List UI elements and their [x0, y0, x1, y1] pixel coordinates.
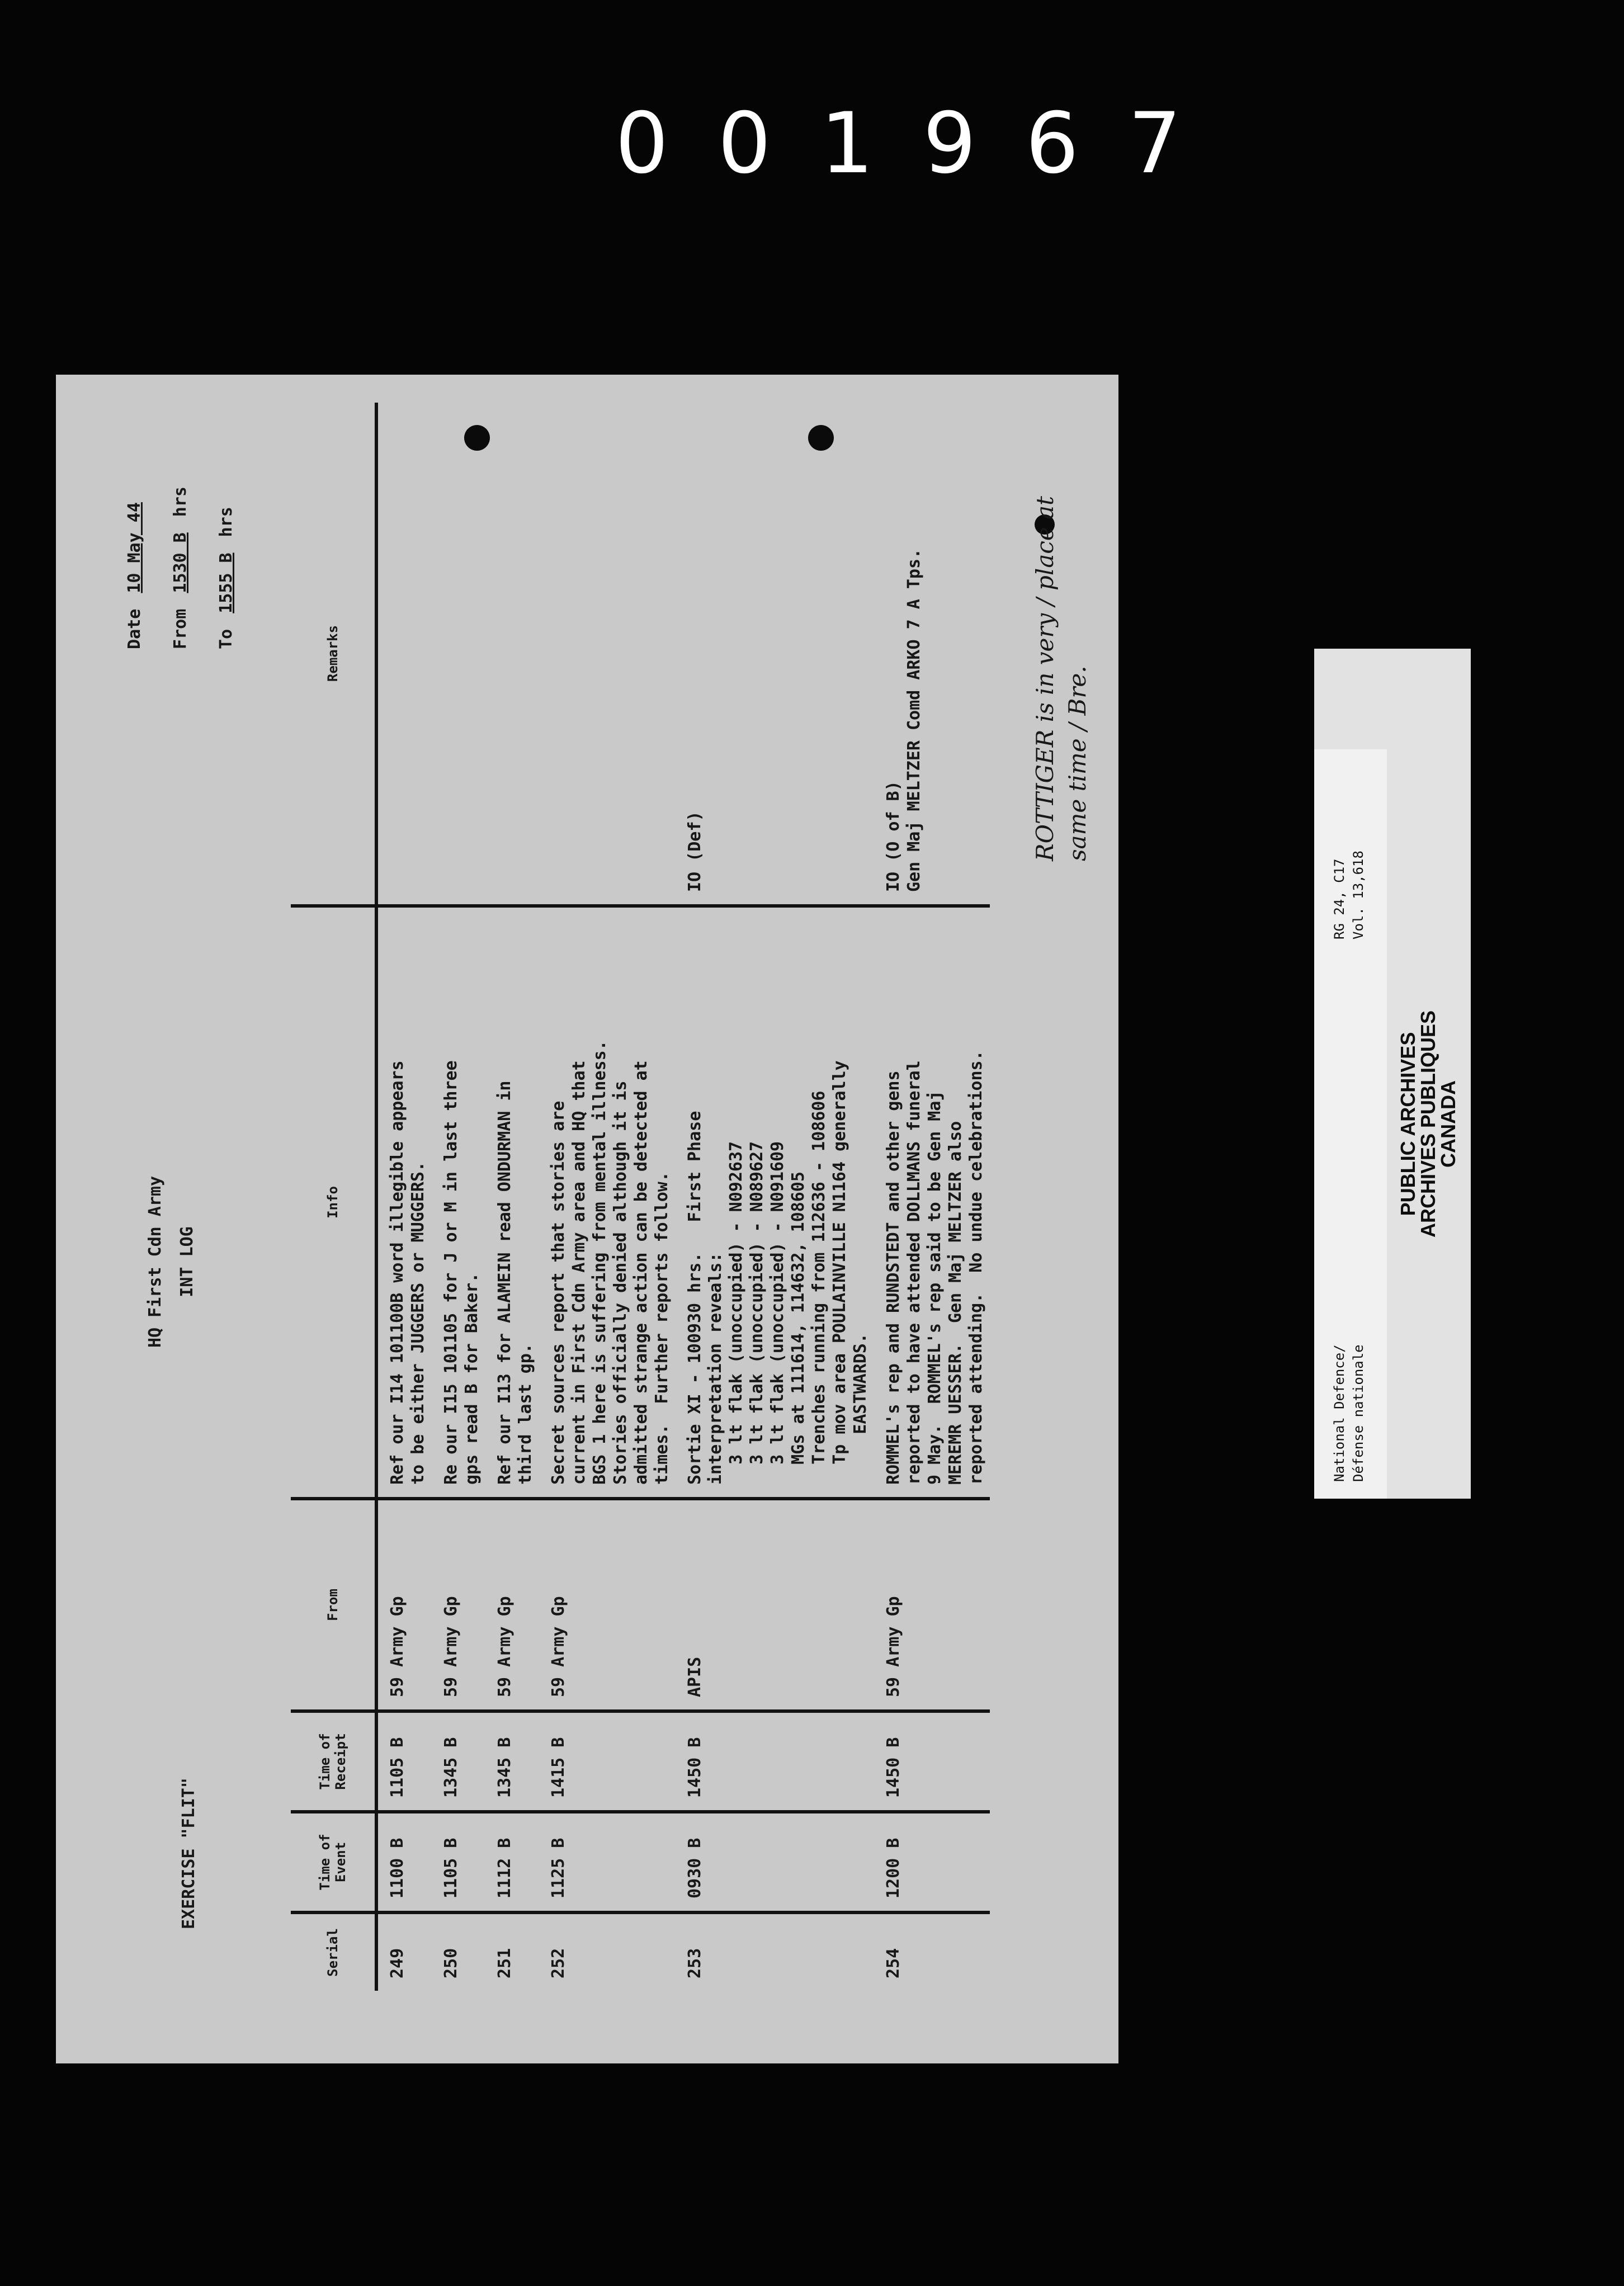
- entry-info-line: reported to have attended DOLLMANS funeral: [904, 1060, 924, 1485]
- volume-number: Vol. 13,618: [1351, 851, 1366, 939]
- entry-info-line: Sortie XI - 100930 hrs. First Phase: [685, 1111, 705, 1485]
- archive-label: [1314, 649, 1471, 1499]
- handwritten-note-text: ROTTIGER is in very / place at same time / Bre.: [1031, 495, 1091, 861]
- archives-line-country: CANADA: [1437, 1080, 1460, 1168]
- entry-serial: 252: [549, 1948, 568, 1978]
- entry-info: [676, 906, 874, 1499]
- from-suffix: hrs: [171, 487, 190, 517]
- handwritten-note: [1029, 436, 1094, 861]
- entry-info-line: Secret sources report that stories are: [549, 1101, 568, 1485]
- entry-info-line: Ref our I14 101100B word illegible appears: [388, 1060, 407, 1485]
- entry-time-of-event: 1112 B: [485, 1812, 539, 1912]
- entry-time-of-event: 0930 B: [676, 1812, 874, 1912]
- log-table: [291, 403, 990, 1991]
- entry-from: 59 Army Gp: [376, 1499, 432, 1711]
- log-entry-row: [874, 403, 990, 1991]
- column-header-time-of-receipt: Time of Receipt: [291, 1711, 376, 1812]
- entry-time-of-receipt: 1415 B: [539, 1711, 676, 1812]
- entry-time-of-event: 1105 B: [432, 1812, 485, 1912]
- date-label: Date: [125, 608, 144, 649]
- log-entry-row: [539, 403, 676, 1991]
- department-names: [1330, 1344, 1368, 1482]
- archives-line-french: ARCHIVES PUBLIQUES: [1417, 1010, 1439, 1238]
- entry-serial: 250: [441, 1948, 461, 1978]
- entry-time-of-receipt: 1345 B: [432, 1711, 485, 1812]
- entry-info-line: 3 lt flak (unoccupied) - N091609: [768, 1141, 787, 1485]
- entry-info-line: Tp mov area POULAINVILLE N1164 generally: [830, 1060, 849, 1485]
- entry-time-of-event: 1200 B: [874, 1812, 990, 1912]
- column-header-info: Info: [291, 906, 376, 1499]
- entry-info-line: MGs at 111614, 114632, 108605: [789, 1172, 808, 1485]
- from-label: From: [171, 608, 190, 649]
- entry-time-of-receipt: 1450 B: [874, 1711, 990, 1812]
- entry-remarks: [376, 403, 432, 906]
- entry-info-line: Ref our I13 for ALAMEIN read ONDURMAN in: [495, 1080, 514, 1485]
- log-entry-row: [485, 403, 539, 1991]
- entry-info-line: EASTWARDS.: [851, 1333, 870, 1485]
- entry-from: APIS: [676, 1499, 874, 1711]
- entry-info-line: BGS 1 here is suffering from mental illness.: [590, 1040, 610, 1485]
- entry-serial: 251: [495, 1948, 514, 1978]
- column-header-serial: Serial: [291, 1912, 376, 1991]
- column-header-time-of-event: Time of Event: [291, 1812, 376, 1912]
- archive-label-rotated: [1314, 649, 1471, 1499]
- entry-time-of-event: 1125 B: [539, 1812, 676, 1912]
- int-log-page: [56, 375, 1118, 2063]
- entry-info: [539, 906, 676, 1499]
- entry-info-line: ROMMEL's rep and RUNDSTEDT and other gens: [884, 1070, 903, 1485]
- department-french: Défense nationale: [1351, 1344, 1366, 1482]
- log-entry-row: [676, 403, 874, 1991]
- from-value: 1530 B: [171, 532, 190, 593]
- to-suffix: hrs: [216, 507, 236, 537]
- log-sheet: [56, 375, 1118, 2063]
- entry-info-line: Stories officially denied although it is: [611, 1080, 630, 1485]
- to-label: To: [216, 629, 236, 649]
- entry-info-line: 3 lt flak (unoccupied) - N092637: [726, 1141, 746, 1485]
- entry-time-of-receipt: 1105 B: [376, 1711, 432, 1812]
- entry-time-of-receipt: 1450 B: [676, 1711, 874, 1812]
- column-header-remarks: Remarks: [291, 403, 376, 906]
- log-entries: [376, 403, 990, 1991]
- entry-info-line: Trenches running from 112636 - 108606: [809, 1090, 829, 1485]
- entry-info: [432, 906, 485, 1499]
- entry-from: 59 Army Gp: [539, 1499, 676, 1711]
- entry-remarks: IO (Def): [676, 403, 874, 906]
- department-english: National Defence/: [1332, 1344, 1347, 1482]
- entry-info-line: times. Further reports follow.: [652, 1172, 672, 1485]
- record-group-reference: [1330, 851, 1368, 939]
- rotated-page: [56, 375, 1118, 2063]
- entry-info-line: interpretation reveals:: [706, 1252, 725, 1485]
- archives-stamp: [1398, 749, 1458, 1499]
- entry-info: [874, 906, 990, 1499]
- entry-from: 59 Army Gp: [874, 1499, 990, 1711]
- unit-name: HQ First Cdn Army: [145, 1175, 165, 1348]
- log-header: [78, 408, 291, 1963]
- entry-info: [485, 906, 539, 1499]
- entry-remarks: IO (O of B) Gen Maj MELTZER Comd ARKO 7 A Tps.: [874, 403, 990, 906]
- entry-info-line: admitted strange action can be detected at: [631, 1060, 651, 1485]
- record-group: RG 24, C17: [1332, 858, 1347, 939]
- entry-info-line: 9 May. ROMMEL's rep said to be Gen Maj: [925, 1090, 945, 1485]
- entry-remarks: [432, 403, 485, 906]
- entry-info: [376, 906, 432, 1499]
- entry-time-of-event: 1100 B: [376, 1812, 432, 1912]
- column-header-from: From: [291, 1499, 376, 1711]
- entry-info-line: 3 lt flak (unoccupied) - N089627: [747, 1141, 767, 1485]
- entry-info-line: current in First Cdn Army area and HQ that: [569, 1060, 589, 1485]
- entry-serial: 254: [884, 1948, 903, 1978]
- log-title: INT LOG: [177, 1226, 197, 1297]
- to-value: 1555 B: [216, 552, 236, 613]
- date-value: 10 May 44: [125, 502, 144, 593]
- microfilm-frame-number: 001967: [615, 95, 1231, 192]
- archives-line-english: PUBLIC ARCHIVES: [1396, 1032, 1419, 1216]
- entry-from: 59 Army Gp: [485, 1499, 539, 1711]
- entry-serial: 253: [685, 1948, 705, 1978]
- archive-reference-card: [1314, 749, 1387, 1499]
- log-entry-row: [376, 403, 432, 1991]
- entry-info-line: reported attending. No undue celebrations.: [966, 1050, 986, 1485]
- entry-info-line: gps read B for Baker.: [462, 1272, 481, 1485]
- entry-info-line: third last gp.: [516, 1343, 535, 1485]
- entry-info-line: MEREMR UESSER. Gen Maj MELTZER also: [946, 1121, 965, 1485]
- log-entry-row: [432, 403, 485, 1991]
- entry-info-line: Re our I15 101105 for J or M in last three: [441, 1060, 461, 1485]
- entry-remarks: [485, 403, 539, 906]
- entry-from: 59 Army Gp: [432, 1499, 485, 1711]
- log-heading: [145, 1176, 209, 1348]
- entry-time-of-receipt: 1345 B: [485, 1711, 539, 1812]
- entry-serial: 249: [388, 1948, 407, 1978]
- entry-info-line: to be either JUGGERS or MUGGERS.: [408, 1161, 428, 1485]
- exercise-title: EXERCISE "FLIT": [179, 1778, 199, 1929]
- entry-remarks: [539, 403, 676, 906]
- date-block: [112, 487, 249, 649]
